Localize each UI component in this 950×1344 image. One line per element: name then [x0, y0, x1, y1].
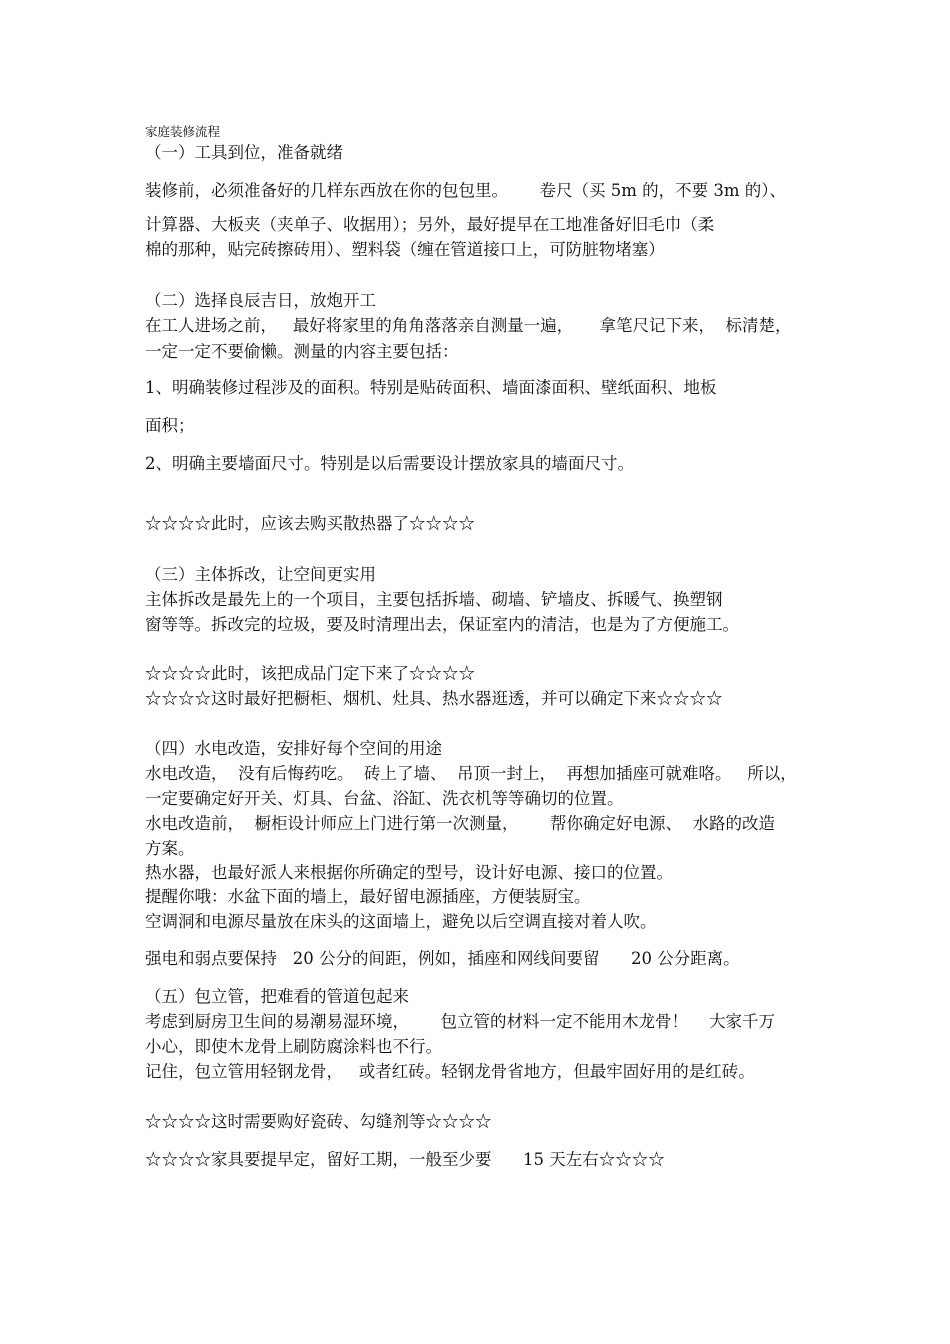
section-heading: （四）水电改造，安排好每个空间的用途	[145, 739, 442, 758]
paragraph-line: 计算器、大板夹（夹单子、收据用）；另外，最好提早在工地准备好旧毛巾（柔	[145, 215, 715, 234]
paragraph-line: 记住，包立管用轻钢龙骨， 或者红砖。轻钢龙骨省地方，但最牢固好用的是红砖。	[145, 1062, 755, 1081]
paragraph-line: 装修前，必须准备好的几样东西放在你的包包里。 卷尺（买 5m 的，不要 3m 的）、	[145, 181, 786, 200]
paragraph-line: 棉的那种，贴完砖擦砖用）、塑料袋（缠在管道接口上，可防脏物堵塞）	[145, 240, 665, 259]
paragraph-line: 窗等等。拆改完的垃圾，要及时清理出去，保证室内的清洁，也是为了方便施工。	[145, 615, 739, 634]
paragraph-line: 方案。	[145, 839, 195, 858]
paragraph-line: 1、明确装修过程涉及的面积。特别是贴砖面积、墙面漆面积、壁纸面积、地板	[145, 378, 717, 397]
paragraph-line: 小心，即使木龙骨上刷防腐涂料也不行。	[145, 1037, 442, 1056]
paragraph-line: 空调洞和电源尽量放在床头的这面墙上，避免以后空调直接对着人吹。	[145, 912, 657, 931]
paragraph-line: 水电改造前， 橱柜设计师应上门进行第一次测量， 帮你确定好电源、 水路的改造	[145, 814, 775, 833]
paragraph-line: 主体拆改是最先上的一个项目，主要包括拆墙、砌墙、铲墙皮、拆暖气、换塑钢	[145, 590, 723, 609]
paragraph-line: 一定要确定好开关、灯具、台盆、浴缸、洗衣机等等确切的位置。	[145, 789, 624, 808]
tip-line: ☆☆☆☆此时，应该去购买散热器了☆☆☆☆	[145, 514, 475, 533]
paragraph-line: 水电改造， 没有后悔药吃。 砖上了墙、 吊顶一封上， 再想加插座可就难咯。 所以，	[145, 764, 797, 783]
paragraph-line: 一定一定不要偷懒。测量的内容主要包括：	[145, 342, 459, 361]
section-heading: （五）包立管，把难看的管道包起来	[145, 987, 409, 1006]
paragraph-line: 热水器，也最好派人来根据你所确定的型号，设计好电源、接口的位置。	[145, 863, 673, 882]
paragraph-line: 2、明确主要墙面尺寸。特别是以后需要设计摆放家具的墙面尺寸。	[145, 454, 634, 473]
paragraph-line: 考虑到厨房卫生间的易潮易湿环境， 包立管的材料一定不能用木龙骨！ 大家千万	[145, 1012, 775, 1031]
section-heading: （一）工具到位，准备就绪	[145, 143, 343, 162]
paragraph-line: 提醒你哦：水盆下面的墙上，最好留电源插座，方便装厨宝。	[145, 887, 591, 906]
paragraph-line: 在工人进场之前， 最好将家里的角角落落亲自测量一遍， 拿笔尺记下来， 标清楚，	[145, 316, 792, 335]
paragraph-line: 强电和弱点要保持 20 公分的间距，例如，插座和网线间要留 20 公分距离。	[145, 949, 740, 968]
document-title: 家庭装修流程	[145, 124, 221, 139]
tip-line: ☆☆☆☆这时需要购好瓷砖、勾缝剂等☆☆☆☆	[145, 1112, 492, 1131]
section-heading: （二）选择良辰吉日，放炮开工	[145, 291, 376, 310]
paragraph-line: 面积；	[145, 416, 195, 435]
section-heading: （三）主体拆改，让空间更实用	[145, 565, 376, 584]
tip-line: ☆☆☆☆此时，该把成品门定下来了☆☆☆☆	[145, 664, 475, 683]
tip-line: ☆☆☆☆这时最好把橱柜、烟机、灶具、热水器逛透，并可以确定下来☆☆☆☆	[145, 689, 723, 708]
tip-line: ☆☆☆☆家具要提早定，留好工期，一般至少要 15 天左右☆☆☆☆	[145, 1150, 665, 1169]
